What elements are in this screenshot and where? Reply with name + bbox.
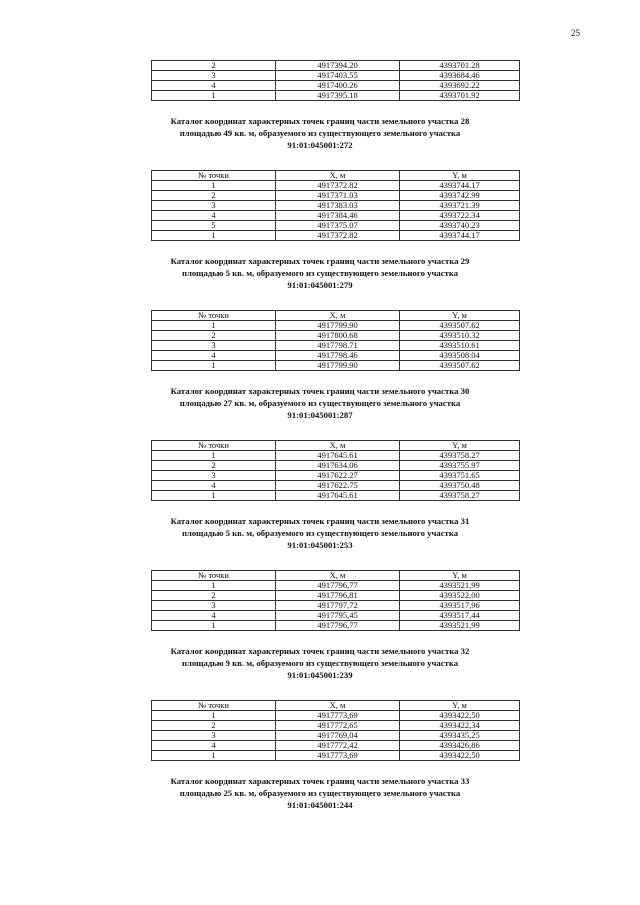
table-row: [152, 581, 520, 591]
table-row: [152, 621, 520, 631]
y-coordinate-cell: 4393692.22: [400, 81, 520, 91]
table-row: [152, 221, 520, 231]
point-number-cell: 4: [152, 481, 276, 491]
table-row: [152, 231, 520, 241]
coordinate-catalog-section: [0, 385, 640, 501]
point-number-cell: 4: [152, 611, 276, 621]
x-coordinate-cell: 4917645.61: [276, 491, 400, 501]
y-coordinate-cell: 4393435,25: [400, 731, 520, 741]
table-header-row: [152, 571, 520, 581]
x-coordinate-cell: 4917394.20: [276, 61, 400, 71]
x-coordinate-cell: 4917796,77: [276, 621, 400, 631]
x-coordinate-cell: 4917797,72: [276, 601, 400, 611]
section-title-line1: Каталог координат характерных точек границ части земельного участка 28: [170, 116, 470, 126]
table-row: [152, 331, 520, 341]
point-number-cell: 1: [152, 751, 276, 761]
cadastral-number: 91:01:045001:244: [287, 800, 353, 810]
y-coordinate-cell: 4393522,00: [400, 591, 520, 601]
x-coordinate-cell: 4917772,65: [276, 721, 400, 731]
cadastral-number: 91:01:045001:253: [287, 540, 353, 550]
point-number-cell: 1: [152, 91, 276, 101]
table-row: [152, 181, 520, 191]
y-coordinate-cell: 4393701.28: [400, 61, 520, 71]
point-number-cell: 3: [152, 341, 276, 351]
y-coordinate-cell: 4393422,50: [400, 751, 520, 761]
table-row: [152, 341, 520, 351]
table-row: [152, 721, 520, 731]
y-header: Y, м: [400, 571, 520, 581]
table-header-row: [152, 701, 520, 711]
x-coordinate-cell: 4917645.61: [276, 451, 400, 461]
x-coordinate-cell: 4917372.82: [276, 231, 400, 241]
y-coordinate-cell: 4393758.27: [400, 491, 520, 501]
x-coordinate-cell: 4917798.46: [276, 351, 400, 361]
x-coordinate-cell: 4917796,77: [276, 581, 400, 591]
cadastral-number: 91:01:045001:239: [287, 670, 353, 680]
point-number-cell: 2: [152, 191, 276, 201]
table-row: [152, 611, 520, 621]
x-coordinate-cell: 4917800.68: [276, 331, 400, 341]
point-number-cell: 1: [152, 711, 276, 721]
x-header: X, м: [276, 571, 400, 581]
point-number-header: № точки: [152, 171, 276, 181]
point-number-header: № точки: [152, 571, 276, 581]
section-title-line1: Каталог координат характерных точек границ части земельного участка 31: [170, 516, 470, 526]
x-coordinate-cell: 4917798.71: [276, 341, 400, 351]
page-number: 25: [571, 28, 580, 38]
table-row: [152, 451, 520, 461]
y-coordinate-cell: 4393684.46: [400, 71, 520, 81]
section-title-line2: площадью 25 кв. м, образуемого из существующего земельного участка: [179, 788, 461, 798]
table-row: [152, 81, 520, 91]
point-number-cell: 1: [152, 321, 276, 331]
point-number-cell: 1: [152, 231, 276, 241]
y-coordinate-cell: 4393517,44: [400, 611, 520, 621]
table-row: [152, 731, 520, 741]
point-number-cell: 1: [152, 361, 276, 371]
y-coordinate-cell: 4393758.27: [400, 451, 520, 461]
x-coordinate-cell: 4917769,04: [276, 731, 400, 741]
table-row: [152, 191, 520, 201]
table-row: [152, 61, 520, 71]
coordinates-table: [151, 440, 520, 501]
table-row: [152, 481, 520, 491]
x-header: X, м: [276, 311, 400, 321]
x-coordinate-cell: 4917383.03: [276, 201, 400, 211]
x-header: X, м: [276, 701, 400, 711]
section-title-line1: Каталог координат характерных точек границ части земельного участка 32: [170, 646, 470, 656]
point-number-cell: 3: [152, 601, 276, 611]
point-number-cell: 1: [152, 451, 276, 461]
y-coordinate-cell: 4393722.34: [400, 211, 520, 221]
table-row: [152, 591, 520, 601]
x-coordinate-cell: 4917773,69: [276, 711, 400, 721]
coordinates-table: [151, 310, 520, 371]
y-coordinate-cell: 4393507.62: [400, 321, 520, 331]
y-coordinate-cell: 4393701.92: [400, 91, 520, 101]
table-row: [152, 211, 520, 221]
section-title-line2: площадью 27 кв. м, образуемого из существующего земельного участка: [179, 398, 461, 408]
y-coordinate-cell: 4393742.99: [400, 191, 520, 201]
table-row: [152, 361, 520, 371]
point-number-cell: 4: [152, 351, 276, 361]
point-number-cell: 2: [152, 61, 276, 71]
cadastral-number: 91:01:045001:279: [287, 280, 353, 290]
point-number-header: № точки: [152, 441, 276, 451]
table-row: [152, 471, 520, 481]
y-coordinate-cell: 4393750.48: [400, 481, 520, 491]
point-number-header: № точки: [152, 311, 276, 321]
x-coordinate-cell: 4917384.46: [276, 211, 400, 221]
coordinate-catalog-section: [0, 115, 640, 241]
table-header-row: [152, 441, 520, 451]
point-number-cell: 1: [152, 581, 276, 591]
y-coordinate-cell: 4393508.04: [400, 351, 520, 361]
point-number-cell: 2: [152, 591, 276, 601]
cadastral-number: 91:01:045001:272: [287, 140, 353, 150]
y-coordinate-cell: 4393507.62: [400, 361, 520, 371]
section-title-line1: Каталог координат характерных точек границ части земельного участка 33: [170, 776, 470, 786]
x-coordinate-cell: 4917772,42: [276, 741, 400, 751]
point-number-cell: 3: [152, 71, 276, 81]
coordinate-catalog-section: [0, 515, 640, 631]
y-header: Y, м: [400, 701, 520, 711]
coordinates-table: [151, 170, 520, 241]
document-body: [0, 60, 640, 811]
x-coordinate-cell: 4917799.90: [276, 321, 400, 331]
table-row: [152, 751, 520, 761]
coordinate-catalog-section: [0, 255, 640, 371]
y-header: Y, м: [400, 171, 520, 181]
table-row: [152, 491, 520, 501]
section-title-line2: площадью 9 кв. м, образуемого из существующего земельного участка: [181, 658, 459, 668]
coordinates-table: [151, 700, 520, 761]
table-header-row: [152, 171, 520, 181]
point-number-cell: 2: [152, 721, 276, 731]
x-coordinate-cell: 4917372.82: [276, 181, 400, 191]
table-row: [152, 741, 520, 751]
x-header: X, м: [276, 171, 400, 181]
table-row: [152, 601, 520, 611]
final-heading: [0, 775, 640, 811]
continued-coordinates-table: [151, 60, 520, 101]
point-number-cell: 1: [152, 621, 276, 631]
y-coordinate-cell: 4393422,50: [400, 711, 520, 721]
y-coordinate-cell: 4393517,96: [400, 601, 520, 611]
table-row: [152, 711, 520, 721]
point-number-cell: 3: [152, 201, 276, 211]
y-coordinate-cell: 4393510.61: [400, 341, 520, 351]
section-title-line2: площадью 49 кв. м, образуемого из существующего земельного участка: [179, 128, 461, 138]
y-coordinate-cell: 4393744.17: [400, 181, 520, 191]
table-row: [152, 201, 520, 211]
table-row: [152, 351, 520, 361]
y-coordinate-cell: 4393740.23: [400, 221, 520, 231]
table-row: [152, 91, 520, 101]
y-header: Y, м: [400, 311, 520, 321]
coordinate-catalog-section: [0, 645, 640, 761]
table-row: [152, 461, 520, 471]
x-header: X, м: [276, 441, 400, 451]
point-number-cell: 2: [152, 461, 276, 471]
point-number-header: № точки: [152, 701, 276, 711]
point-number-cell: 4: [152, 741, 276, 751]
y-coordinate-cell: 4393521,99: [400, 581, 520, 591]
point-number-cell: 1: [152, 491, 276, 501]
y-coordinate-cell: 4393521,99: [400, 621, 520, 631]
point-number-cell: 2: [152, 331, 276, 341]
section-title-line2: площадью 5 кв. м, образуемого из существующего земельного участка: [181, 268, 459, 278]
section-title-line2: площадью 5 кв. м, образуемого из существующего земельного участка: [181, 528, 459, 538]
x-coordinate-cell: 4917622.27: [276, 471, 400, 481]
section-title-line1: Каталог координат характерных точек границ части земельного участка 29: [170, 256, 470, 266]
point-number-cell: 1: [152, 181, 276, 191]
table-row: [152, 321, 520, 331]
x-coordinate-cell: 4917375.07: [276, 221, 400, 231]
point-number-cell: 4: [152, 211, 276, 221]
x-coordinate-cell: 4917403.55: [276, 71, 400, 81]
y-coordinate-cell: 4393510.32: [400, 331, 520, 341]
y-coordinate-cell: 4393721.39: [400, 201, 520, 211]
y-header: Y, м: [400, 441, 520, 451]
y-coordinate-cell: 4393426,86: [400, 741, 520, 751]
section-title-line1: Каталог координат характерных точек границ части земельного участка 30: [170, 386, 470, 396]
x-coordinate-cell: 4917400.26: [276, 81, 400, 91]
x-coordinate-cell: 4917622.75: [276, 481, 400, 491]
y-coordinate-cell: 4393744.17: [400, 231, 520, 241]
cadastral-number: 91:01:045001:287: [287, 410, 353, 420]
x-coordinate-cell: 4917634.06: [276, 461, 400, 471]
x-coordinate-cell: 4917795,45: [276, 611, 400, 621]
table-header-row: [152, 311, 520, 321]
table-row: [152, 71, 520, 81]
x-coordinate-cell: 4917371.03: [276, 191, 400, 201]
x-coordinate-cell: 4917799.90: [276, 361, 400, 371]
coordinates-table: [151, 570, 520, 631]
point-number-cell: 3: [152, 471, 276, 481]
y-coordinate-cell: 4393751.65: [400, 471, 520, 481]
y-coordinate-cell: 4393422,34: [400, 721, 520, 731]
point-number-cell: 5: [152, 221, 276, 231]
x-coordinate-cell: 4917796,81: [276, 591, 400, 601]
point-number-cell: 4: [152, 81, 276, 91]
y-coordinate-cell: 4393755.97: [400, 461, 520, 471]
x-coordinate-cell: 4917395.18: [276, 91, 400, 101]
point-number-cell: 3: [152, 731, 276, 741]
x-coordinate-cell: 4917773,69: [276, 751, 400, 761]
